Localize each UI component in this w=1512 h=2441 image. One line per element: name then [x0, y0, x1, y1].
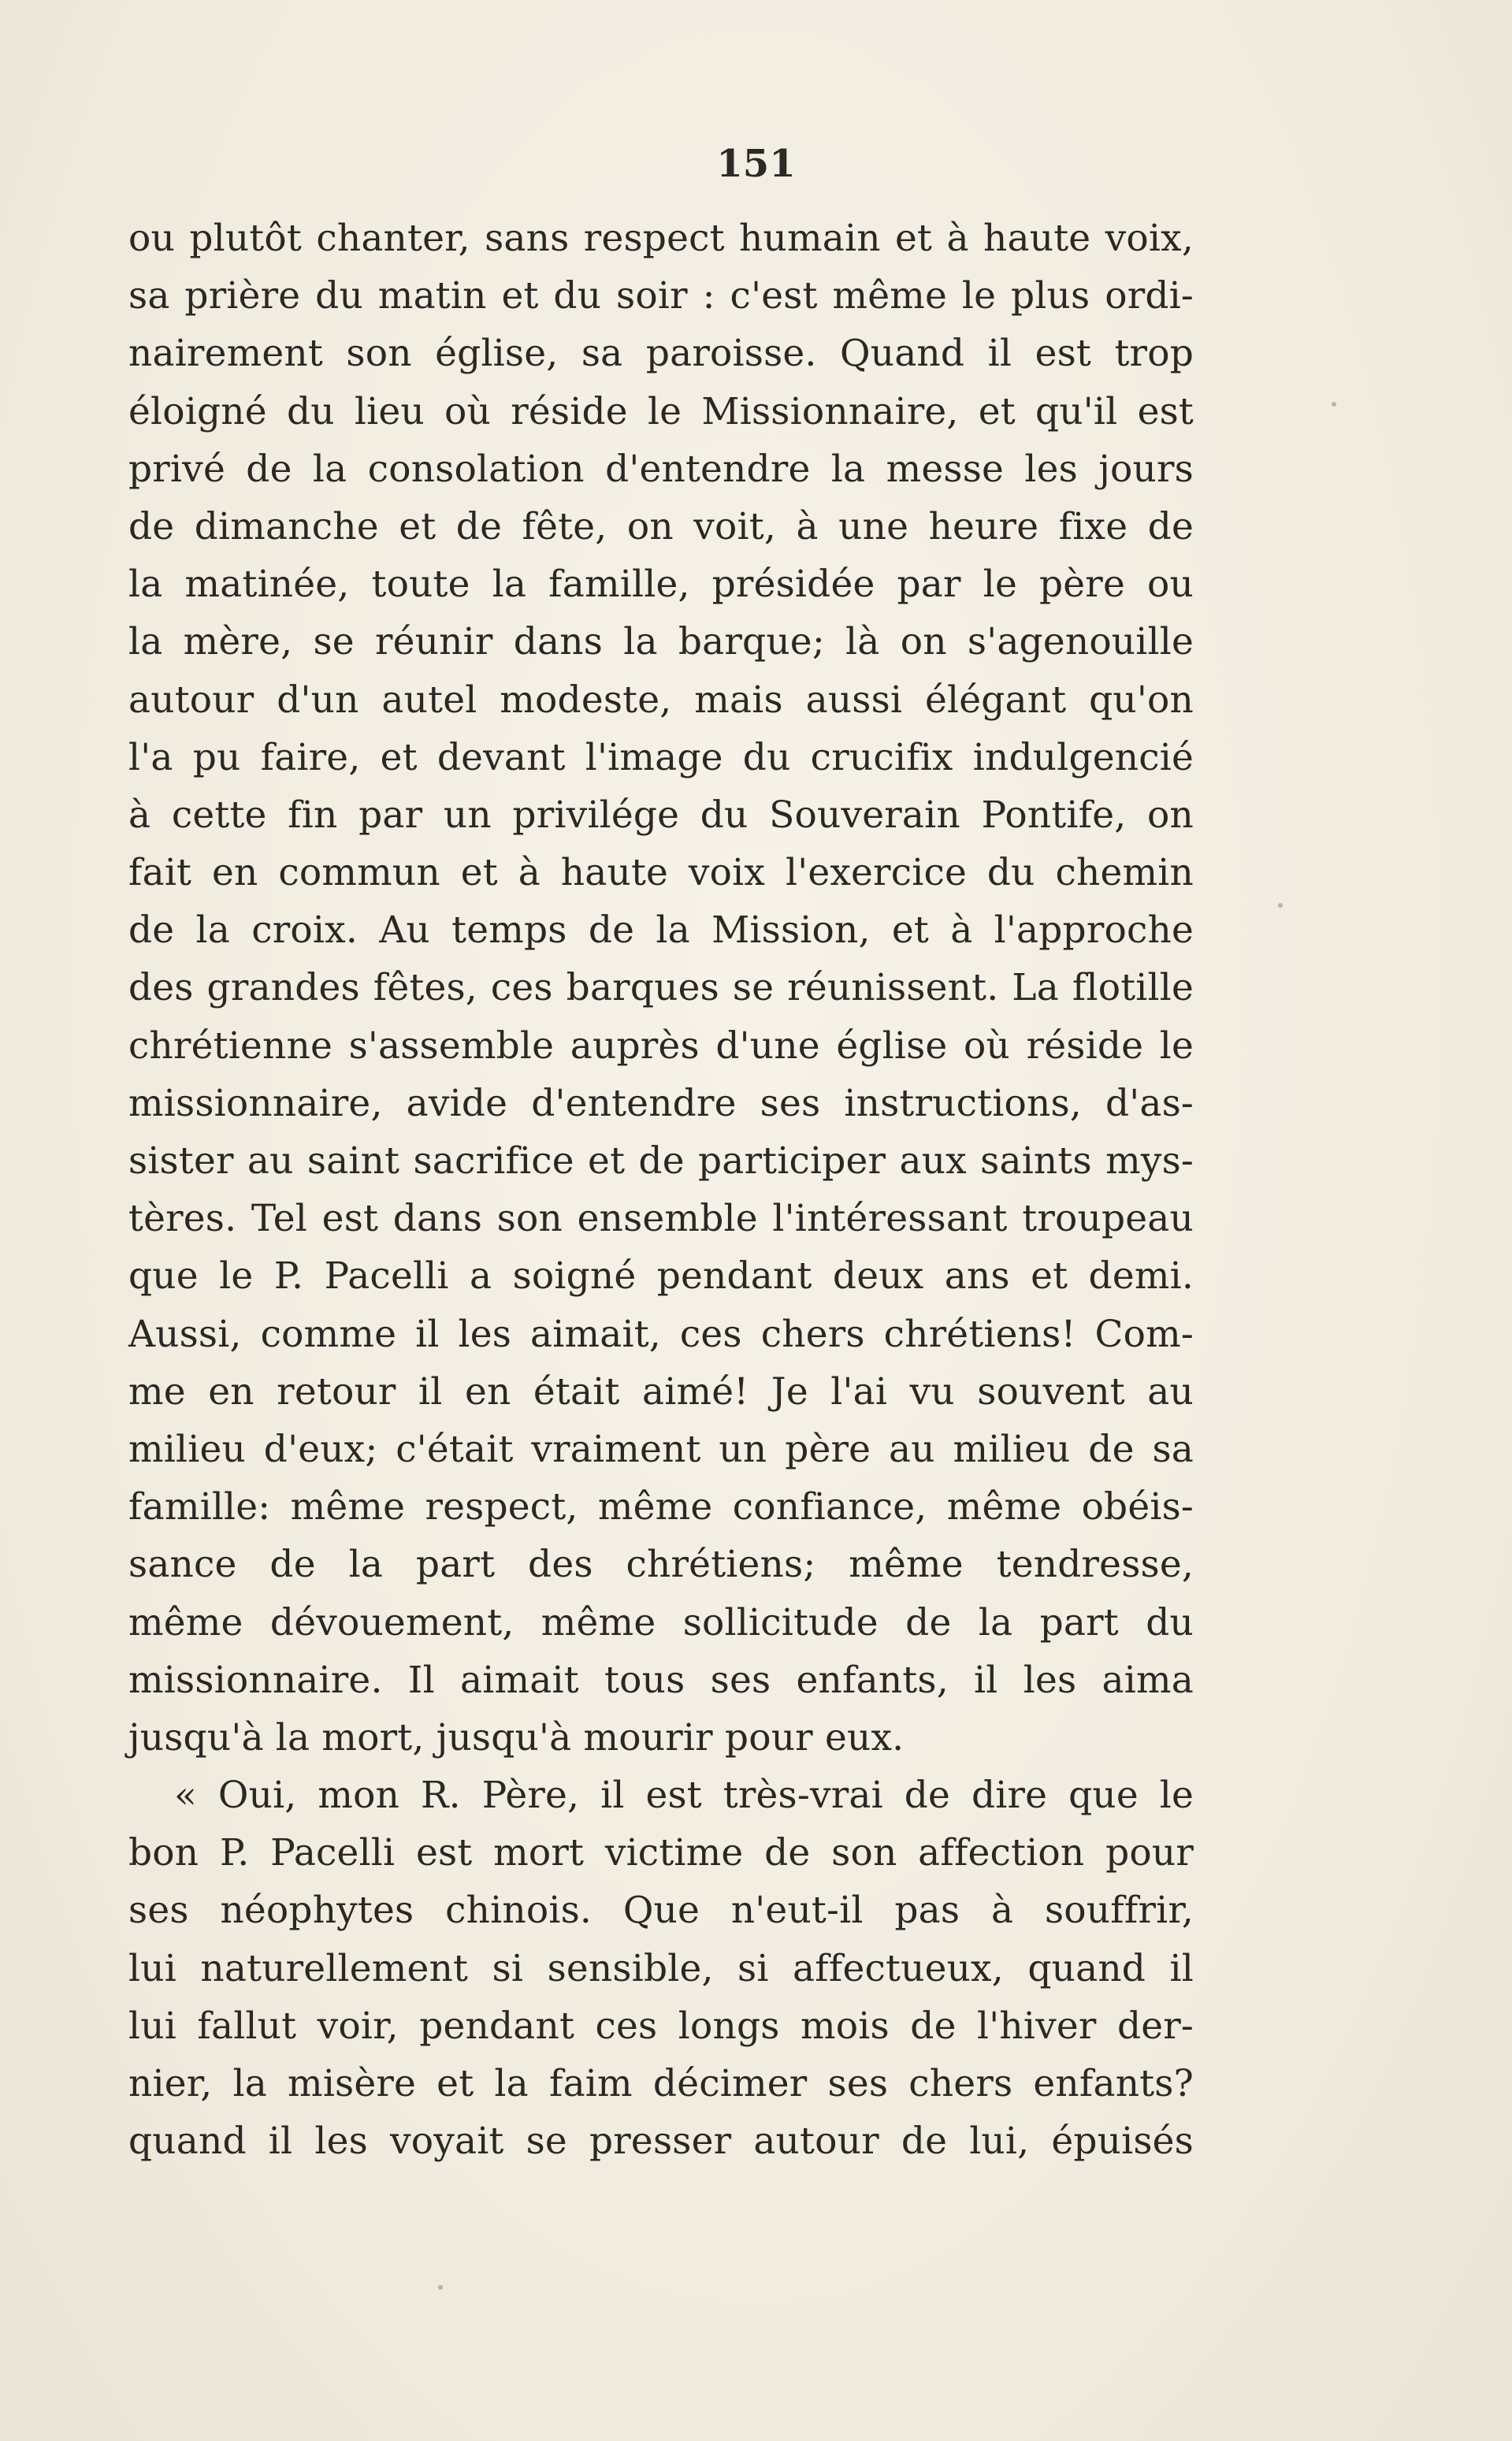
page-number: 151 — [716, 142, 796, 186]
text-line: me en retour il en était aimé! Je l'ai vu souvent au — [128, 1369, 1194, 1414]
text-line: fait en commun et à haute voix l'exercice du chemin — [128, 851, 1194, 895]
text-line: nier, la misère et la faim décimer ses chers enfants? — [128, 2062, 1194, 2105]
text-line: que le P. Pacelli a soigné pendant deux ans et demi. — [128, 1254, 1194, 1299]
text-line: missionnaire, avide d'entendre ses instructions, d'as- — [128, 1081, 1194, 1125]
text-line: ses néophytes chinois. Que n'eut-il pas à souffrir, — [128, 1889, 1194, 1933]
text-line: sance de la part des chrétiens; même tendresse, — [128, 1543, 1194, 1587]
paper-speck — [438, 2285, 443, 2290]
text-line: l'a pu faire, et devant l'image du crucifix indulgencié — [128, 735, 1194, 779]
text-line: éloigné du lieu où réside le Missionnaire, et qu'il est — [128, 389, 1194, 433]
text-line: de la croix. Au temps de la Mission, et à l'approche — [128, 908, 1194, 953]
text-line: « Oui, mon R. Père, il est très-vrai de dire que le — [174, 1774, 1194, 1818]
text-line: famille: même respect, même confiance, même obéis- — [128, 1485, 1194, 1529]
text-line: la matinée, toute la famille, présidée par le père ou — [128, 563, 1194, 607]
text-line: privé de la consolation d'entendre la messe les jours — [128, 447, 1194, 491]
text-line: sa prière du matin et du soir : c'est même le plus ordi- — [128, 274, 1194, 318]
text-line: sister au saint sacrifice et de participer aux saints mys- — [128, 1139, 1194, 1183]
body-text — [128, 210, 1194, 2170]
text-line: milieu d'eux; c'était vraiment un père au milieu de sa — [128, 1427, 1194, 1471]
text-line: quand il les voyait se presser autour de lui, épuisés — [128, 2120, 1194, 2164]
text-line: lui naturellement si sensible, si affectueux, quand il — [128, 1946, 1194, 1990]
text-line: chrétienne s'assemble auprès d'une église où réside le — [128, 1024, 1194, 1068]
text-line: même dévouement, même sollicitude de la part du — [128, 1600, 1194, 1644]
paper-speck — [1278, 903, 1283, 908]
text-line: Aussi, comme il les aimait, ces chers chrétiens! Com- — [128, 1312, 1194, 1356]
text-line: la mère, se réunir dans la barque; là on s'agenouille — [128, 620, 1194, 664]
text-line: tères. Tel est dans son ensemble l'intéressant troupeau — [128, 1197, 1194, 1241]
text-line: ou plutôt chanter, sans respect humain et à haute voix, — [128, 217, 1194, 260]
text-line: missionnaire. Il aimait tous ses enfants, il les aima — [128, 1658, 1194, 1702]
text-line: lui fallut voir, pendant ces longs mois de l'hiver der- — [128, 2004, 1194, 2048]
text-line: jusqu'à la mort, jusqu'à mourir pour eux. — [128, 1715, 905, 1759]
paper-speck — [1332, 402, 1336, 407]
text-line: nairement son église, sa paroisse. Quand il est trop — [128, 332, 1194, 376]
text-line: à cette fin par un privilége du Souverain Pontife, on — [128, 793, 1194, 837]
text-line: des grandes fêtes, ces barques se réunissent. La flotille — [128, 966, 1194, 1010]
text-line: bon P. Pacelli est mort victime de son affection pour — [128, 1831, 1194, 1875]
text-line: autour d'un autel modeste, mais aussi élégant qu'on — [128, 678, 1194, 722]
text-line: de dimanche et de fête, on voit, à une heure fixe de — [128, 504, 1194, 548]
